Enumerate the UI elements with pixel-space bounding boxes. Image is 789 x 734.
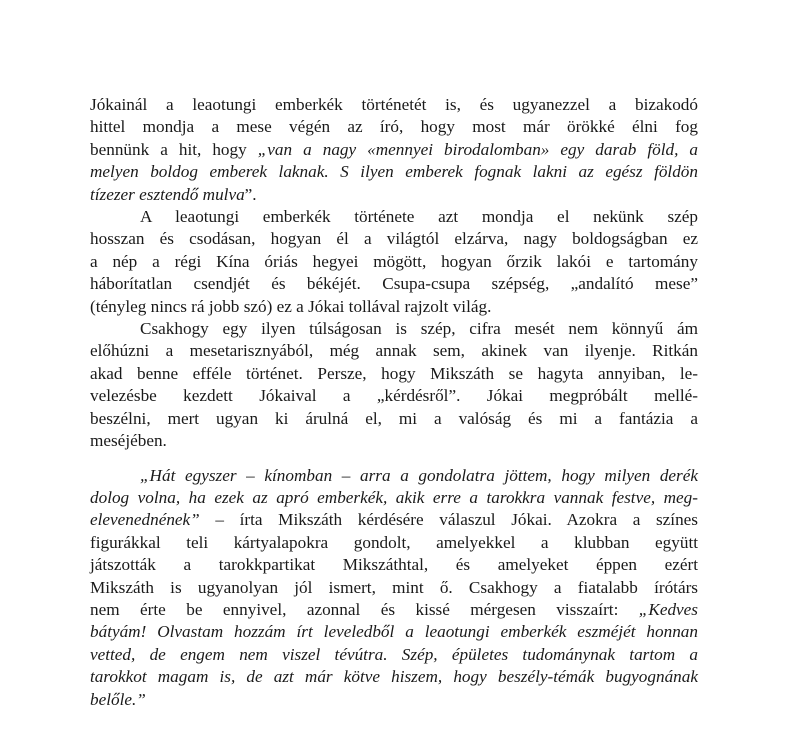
text-line <box>90 487 698 509</box>
italic-quote-segment: elevenednének” <box>90 510 200 530</box>
text-line <box>90 228 698 250</box>
italic-quote-segment: „Kedves <box>638 599 698 619</box>
italic-quote-segment: bátyám! Olvastam hozzám írt leveledből a leaotungi emberkék eszméjét honnan <box>90 622 698 642</box>
text-segment: (tényleg nincs rá jobb szó) ez a Jókai tollával rajzolt világ. <box>90 296 492 316</box>
text-line <box>90 509 698 531</box>
italic-quote-segment: dolog volna, ha ezek az apró emberkék, akik erre a tarokkra vannak festve, meg- <box>90 487 698 507</box>
text-line <box>90 430 698 452</box>
text-line <box>90 161 698 183</box>
body-paragraph <box>90 94 698 206</box>
text-line <box>90 206 698 228</box>
text-line <box>90 599 698 621</box>
text-line <box>90 94 698 116</box>
text-line <box>90 644 698 666</box>
text-segment: a nép a régi Kína óriás hegyei mögött, hogyan őrzik lakói e tartomány <box>90 251 698 271</box>
text-line <box>90 184 698 206</box>
italic-quote-segment: „van a nagy «mennyei birodalomban» egy darab föld, a <box>257 139 698 159</box>
text-line <box>90 273 698 295</box>
text-segment: Mikszáth is ugyanolyan jól ismert, mint ő. Csakhogy a fiatalabb írótárs <box>90 577 698 597</box>
italic-quote-segment: vetted, de engem nem viszel tévútra. Szép, épületes tudománynak tartom a <box>90 644 698 664</box>
text-segment: hosszan és csodásan, hogyan él a világtól elzárva, nagy boldogságban ez <box>90 229 698 249</box>
text-line <box>90 139 698 161</box>
text-segment: – írta Mikszáth kérdésére válaszul Jókai. Azokra a színes <box>199 510 698 530</box>
text-segment: előhúzni a mesetarisznyából, még annak sem, akinek van ilyenje. Ritkán <box>90 341 698 361</box>
body-paragraph <box>90 318 698 452</box>
text-segment: beszélni, mert ugyan ki árulná el, mi a valóság és mi a fantázia a <box>90 408 698 428</box>
text-segment: ”. <box>244 184 257 204</box>
paragraph-gap <box>90 453 698 465</box>
italic-quote-segment: „Hát egyszer – kínomban – arra a gondolatra jöttem, hogy milyen derék <box>140 465 698 485</box>
text-line <box>90 363 698 385</box>
text-segment: A leaotungi emberkék története azt mondja el nekünk szép <box>140 207 698 227</box>
text-segment: hittel mondja a mese végén az író, hogy most már örökké élni fog <box>90 117 698 137</box>
text-segment: bennünk a hit, hogy <box>90 139 258 159</box>
text-line <box>90 465 698 487</box>
text-line <box>90 577 698 599</box>
text-segment: háborítatlan csendjét és békéjét. Csupa-csupa szépség, „andalító mese” <box>90 274 698 294</box>
text-line <box>90 621 698 643</box>
text-line <box>90 340 698 362</box>
text-segment: figurákkal teli kártyalapokra gondolt, amelyekkel a klubban együtt <box>90 532 698 552</box>
text-line <box>90 689 698 711</box>
italic-quote-segment: tízezer esztendő mulva <box>90 184 245 204</box>
text-line <box>90 554 698 576</box>
body-paragraph <box>90 465 698 711</box>
text-segment: nem érte be ennyivel, azonnal és kissé mérgesen visszaírt: <box>90 599 639 619</box>
text-segment: meséjében. <box>90 431 167 451</box>
text-segment: akad benne efféle történet. Persze, hogy Mikszáth se hagyta annyiban, le- <box>90 363 698 383</box>
text-segment: Csakhogy egy ilyen túlságosan is szép, cifra mesét nem könnyű ám <box>140 319 698 339</box>
text-segment: játszották a tarokkpartikat Mikszáthtal, és amelyeket éppen ezért <box>90 555 698 575</box>
text-line <box>90 251 698 273</box>
text-line <box>90 318 698 340</box>
text-line <box>90 296 698 318</box>
text-segment: velezésbe kezdett Jókaival a „kérdésről”. Jókai megpróbált mellé- <box>90 386 698 406</box>
document-page <box>90 94 698 711</box>
italic-quote-segment: belőle.” <box>90 689 146 709</box>
text-line <box>90 385 698 407</box>
body-paragraph <box>90 206 698 318</box>
text-line <box>90 408 698 430</box>
text-segment: Jókainál a leaotungi emberkék történetét is, és ugyanezzel a bizakodó <box>90 95 698 114</box>
text-line <box>90 532 698 554</box>
text-line <box>90 666 698 688</box>
italic-quote-segment: tarokkot magam is, de azt már kötve hiszem, hogy beszély-témák bugyognának <box>90 667 698 687</box>
text-line <box>90 116 698 138</box>
italic-quote-segment: melyen boldog emberek laknak. S ilyen emberek fognak lakni az egész földön <box>90 162 698 182</box>
